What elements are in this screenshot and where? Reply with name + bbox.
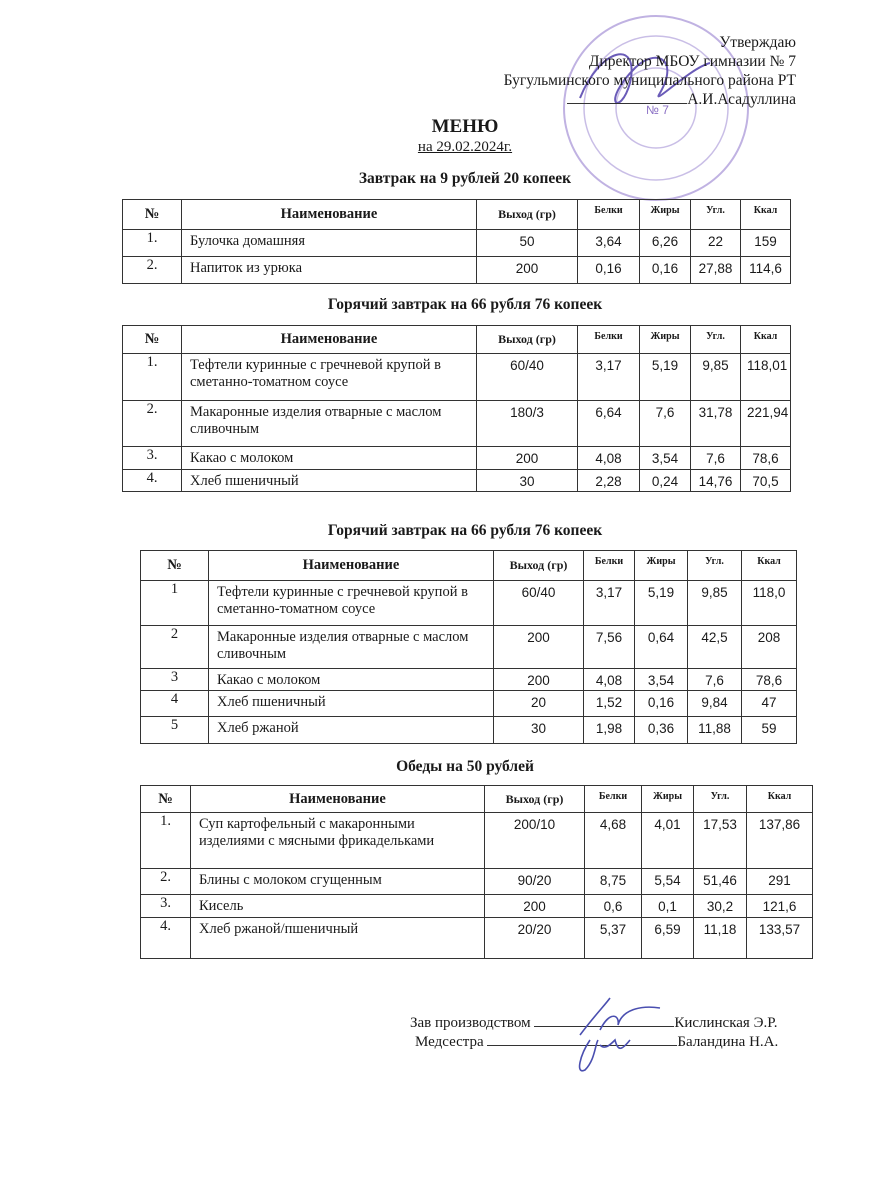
- kcal: 118,01: [741, 354, 791, 401]
- row-number: 4: [141, 691, 209, 717]
- carbs: 22: [691, 230, 741, 257]
- kcal: 133,57: [747, 918, 813, 959]
- column-header: Белки: [578, 326, 640, 354]
- row-number: 2.: [123, 401, 182, 447]
- portion-weight: 30: [477, 470, 578, 492]
- protein: 1,52: [584, 691, 635, 717]
- menu-table: [122, 325, 791, 492]
- column-header: Ккал: [741, 326, 791, 354]
- portion-weight: 200: [485, 895, 585, 918]
- approval-district: Бугульминского муниципального района РТ: [503, 72, 796, 89]
- row-number: 2.: [141, 869, 191, 895]
- portion-weight: 50: [477, 230, 578, 257]
- column-header: Жиры: [640, 200, 691, 230]
- column-header: №: [141, 551, 209, 581]
- table-row: [123, 354, 791, 401]
- carbs: 11,18: [694, 918, 747, 959]
- carbs: 31,78: [691, 401, 741, 447]
- dish-name: Суп картофельный с макаронными изделиями с мясными фрикадельками: [191, 813, 485, 869]
- signature-name: Кислинская Э.Р.: [674, 1015, 778, 1031]
- kcal: 121,6: [747, 895, 813, 918]
- signature-name: Баландина Н.А.: [677, 1034, 779, 1050]
- table-row: [123, 401, 791, 447]
- carbs: 9,85: [688, 581, 742, 626]
- fat: 0,64: [635, 626, 688, 669]
- handwritten-signatures: [560, 990, 700, 1080]
- row-number: 1: [141, 581, 209, 626]
- protein: 0,16: [578, 257, 640, 284]
- portion-weight: 20/20: [485, 918, 585, 959]
- dish-name: Макаронные изделия отварные с маслом сливочным: [182, 401, 477, 447]
- column-header: Наименование: [182, 200, 477, 230]
- approval-line: Утверждаю: [719, 34, 796, 51]
- fat: 0,1: [642, 895, 694, 918]
- table-row: [123, 257, 791, 284]
- table-row: [141, 691, 797, 717]
- carbs: 30,2: [694, 895, 747, 918]
- table-row: [141, 717, 797, 744]
- table-row: [123, 470, 791, 492]
- portion-weight: 180/3: [477, 401, 578, 447]
- menu-date: на 29.02.2024г.: [417, 139, 513, 155]
- fat: 0,36: [635, 717, 688, 744]
- row-number: 3.: [141, 895, 191, 918]
- column-header: Выход (гр): [485, 786, 585, 813]
- column-header: №: [123, 200, 182, 230]
- column-header: Наименование: [191, 786, 485, 813]
- section-title: Обеды на 50 рублей: [396, 758, 534, 775]
- column-header: Ккал: [741, 200, 791, 230]
- row-number: 4.: [141, 918, 191, 959]
- table-header-row: [123, 200, 791, 230]
- column-header: Наименование: [209, 551, 494, 581]
- table-row: [141, 869, 813, 895]
- dish-name: Макаронные изделия отварные с маслом сливочным: [209, 626, 494, 669]
- portion-weight: 200: [477, 447, 578, 470]
- row-number: 3.: [123, 447, 182, 470]
- carbs: 51,46: [694, 869, 747, 895]
- dish-name: Хлеб ржаной: [209, 717, 494, 744]
- column-header: Выход (гр): [494, 551, 584, 581]
- column-header: Жиры: [642, 786, 694, 813]
- kcal: 78,6: [742, 669, 797, 691]
- table-row: [141, 895, 813, 918]
- fat: 7,6: [640, 401, 691, 447]
- protein: 4,08: [578, 447, 640, 470]
- carbs: 42,5: [688, 626, 742, 669]
- fat: 6,59: [642, 918, 694, 959]
- dish-name: Кисель: [191, 895, 485, 918]
- dish-name: Напиток из урюка: [182, 257, 477, 284]
- dish-name: Тефтели куринные с гречневой крупой в сметанно-томатном соусе: [182, 354, 477, 401]
- column-header: Наименование: [182, 326, 477, 354]
- fat: 0,16: [640, 257, 691, 284]
- protein: 5,37: [585, 918, 642, 959]
- table-row: [141, 918, 813, 959]
- dish-name: Хлеб пшеничный: [209, 691, 494, 717]
- carbs: 11,88: [688, 717, 742, 744]
- column-header: Жиры: [640, 326, 691, 354]
- dish-name: Какао с молоком: [182, 447, 477, 470]
- carbs: 9,84: [688, 691, 742, 717]
- kcal: 291: [747, 869, 813, 895]
- dish-name: Хлеб пшеничный: [182, 470, 477, 492]
- protein: 7,56: [584, 626, 635, 669]
- column-header: Белки: [584, 551, 635, 581]
- column-header: Угл.: [691, 200, 741, 230]
- carbs: 14,76: [691, 470, 741, 492]
- menu-table: [140, 785, 813, 959]
- column-header: Ккал: [742, 551, 797, 581]
- row-number: 2.: [123, 257, 182, 284]
- row-number: 1.: [123, 230, 182, 257]
- table-row: [141, 581, 797, 626]
- kcal: 159: [741, 230, 791, 257]
- portion-weight: 30: [494, 717, 584, 744]
- kcal: 118,0: [742, 581, 797, 626]
- carbs: 17,53: [694, 813, 747, 869]
- carbs: 9,85: [691, 354, 741, 401]
- kcal: 47: [742, 691, 797, 717]
- portion-weight: 200: [494, 669, 584, 691]
- kcal: 78,6: [741, 447, 791, 470]
- protein: 2,28: [578, 470, 640, 492]
- carbs: 7,6: [688, 669, 742, 691]
- menu-table: [140, 550, 797, 744]
- protein: 4,08: [584, 669, 635, 691]
- kcal: 59: [742, 717, 797, 744]
- approval-position: Директор МБОУ гимназии № 7: [588, 53, 796, 70]
- column-header: Ккал: [747, 786, 813, 813]
- portion-weight: 200: [494, 626, 584, 669]
- portion-weight: 60/40: [477, 354, 578, 401]
- dish-name: Блины с молоком сгущенным: [191, 869, 485, 895]
- fat: 5,19: [635, 581, 688, 626]
- table-row: [141, 626, 797, 669]
- fat: 5,19: [640, 354, 691, 401]
- table-header-row: [123, 326, 791, 354]
- column-header: №: [123, 326, 182, 354]
- column-header: Угл.: [688, 551, 742, 581]
- fat: 5,54: [642, 869, 694, 895]
- dish-name: Булочка домашняя: [182, 230, 477, 257]
- kcal: 70,5: [741, 470, 791, 492]
- table-row: [123, 447, 791, 470]
- fat: 4,01: [642, 813, 694, 869]
- row-number: 1.: [123, 354, 182, 401]
- section-title: Горячий завтрак на 66 рубля 76 копеек: [327, 522, 603, 539]
- stamp-number: № 7: [646, 103, 669, 117]
- approval-signer: А.И.Асадуллина: [504, 90, 796, 109]
- row-number: 2: [141, 626, 209, 669]
- protein: 8,75: [585, 869, 642, 895]
- column-header: Выход (гр): [477, 200, 578, 230]
- portion-weight: 20: [494, 691, 584, 717]
- portion-weight: 60/40: [494, 581, 584, 626]
- row-number: 4.: [123, 470, 182, 492]
- table-row: [141, 813, 813, 869]
- protein: 1,98: [584, 717, 635, 744]
- fat: 0,16: [635, 691, 688, 717]
- fat: 0,24: [640, 470, 691, 492]
- portion-weight: 200: [477, 257, 578, 284]
- table-row: [123, 230, 791, 257]
- fat: 3,54: [640, 447, 691, 470]
- column-header: Выход (гр): [477, 326, 578, 354]
- carbs: 27,88: [691, 257, 741, 284]
- row-number: 3: [141, 669, 209, 691]
- kcal: 137,86: [747, 813, 813, 869]
- column-header: Белки: [578, 200, 640, 230]
- portion-weight: 200/10: [485, 813, 585, 869]
- row-number: 1.: [141, 813, 191, 869]
- column-header: Угл.: [691, 326, 741, 354]
- protein: 6,64: [578, 401, 640, 447]
- column-header: Угл.: [694, 786, 747, 813]
- column-header: Белки: [585, 786, 642, 813]
- dish-name: Тефтели куринные с гречневой крупой в сметанно-томатном соусе: [209, 581, 494, 626]
- fat: 3,54: [635, 669, 688, 691]
- dish-name: Хлеб ржаной/пшеничный: [191, 918, 485, 959]
- protein: 4,68: [585, 813, 642, 869]
- kcal: 208: [742, 626, 797, 669]
- table-row: [141, 669, 797, 691]
- protein: 0,6: [585, 895, 642, 918]
- section-title: Горячий завтрак на 66 рубля 76 копеек: [327, 296, 603, 313]
- column-header: Жиры: [635, 551, 688, 581]
- kcal: 221,94: [741, 401, 791, 447]
- carbs: 7,6: [691, 447, 741, 470]
- menu-table: [122, 199, 791, 284]
- dish-name: Какао с молоком: [209, 669, 494, 691]
- column-header: №: [141, 786, 191, 813]
- kcal: 114,6: [741, 257, 791, 284]
- portion-weight: 90/20: [485, 869, 585, 895]
- fat: 6,26: [640, 230, 691, 257]
- approval-block: [504, 33, 796, 109]
- signature-role: Медсестра: [415, 1034, 484, 1050]
- protein: 3,17: [584, 581, 635, 626]
- protein: 3,64: [578, 230, 640, 257]
- signature-role: Зав производством: [410, 1015, 531, 1031]
- table-header-row: [141, 551, 797, 581]
- page-title: МЕНЮ: [431, 116, 499, 137]
- table-header-row: [141, 786, 813, 813]
- section-title: Завтрак на 9 рублей 20 копеек: [358, 170, 572, 187]
- row-number: 5: [141, 717, 209, 744]
- protein: 3,17: [578, 354, 640, 401]
